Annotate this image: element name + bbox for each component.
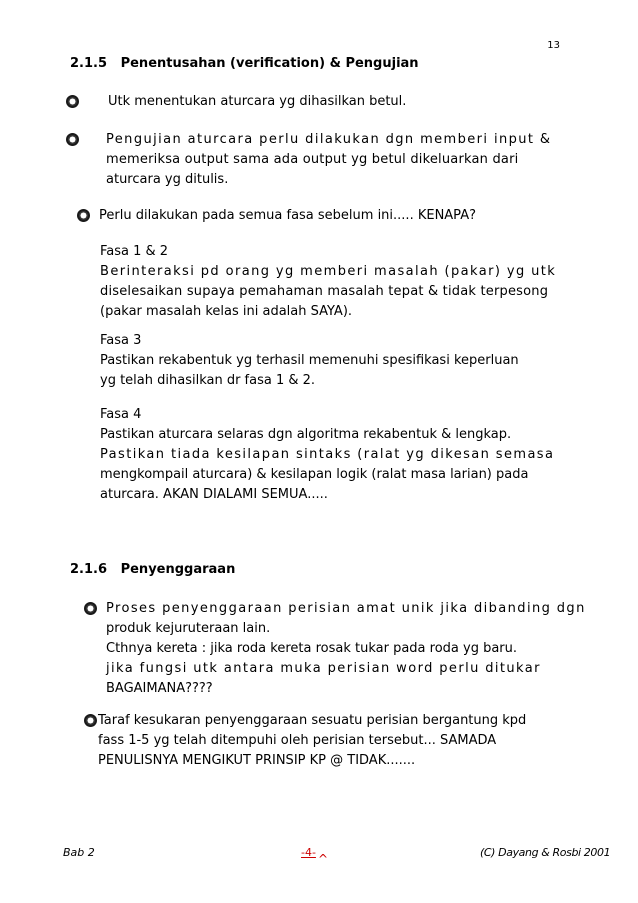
ring-bullet-icon: [66, 133, 79, 146]
ring-bullet-icon: [84, 714, 97, 727]
bullet-item: [77, 206, 476, 226]
bullet-item: [66, 92, 406, 112]
page-number: 13: [547, 40, 560, 51]
fasa-4-block: Fasa 4 Pastikan aturcara selaras dgn algoritma rekabentuk & lengkap. Pastikan tiada kesilapan sintaks (ralat yg dikesan semasa mengkompail aturcara) & kesilapan logik (ralat masa larian) pada aturcara. AKAN DIALAMI SEMUA.....: [100, 407, 555, 502]
section-heading-2-1-6: 2.1.6 Penyenggaraan: [70, 562, 236, 577]
footer-copyright: (C) Dayang & Rosbi 2001: [480, 846, 611, 859]
bullet-text: Pengujian aturcara perlu dilakukan dgn memberi input & memeriksa output sama ada output yg betul dikeluarkan dari aturcara yg ditulis.: [106, 132, 552, 187]
bullet-text: Taraf kesukaran penyenggaraan sesuatu perisian bergantung kpd fass 1-5 yg telah ditempuhi oleh perisian tersebut... SAMADA PENULISNYA MENGIKUT PRINSIP KP @ TIDAK.......: [98, 713, 527, 768]
footer-chapter: Bab 2: [63, 846, 95, 859]
ring-bullet-icon: [66, 95, 79, 108]
ring-bullet-icon: [84, 602, 97, 615]
bullet-item: [84, 599, 586, 699]
bullet-item: [66, 130, 551, 190]
bullet-text: Proses penyenggaraan perisian amat unik jika dibanding dgn produk kejuruteraan lain. Cthnya kereta : jika roda kereta rosak tukar pada roda yg baru. jika fungsi utk antara muka perisian word perlu ditukar BAGAIMANA????: [106, 601, 586, 696]
fasa-1-2-block: Fasa 1 & 2 Berinteraksi pd orang yg memberi masalah (pakar) yg utk diselesaikan supaya pemahaman masalah tepat & tidak terpesong (pakar masalah kelas ini adalah SAYA).: [100, 244, 557, 319]
bullet-text: Perlu dilakukan pada semua fasa sebelum ini..... KENAPA?: [99, 208, 476, 223]
bullet-text: Utk menentukan aturcara yg dihasilkan betul.: [108, 94, 407, 109]
ring-bullet-icon: [77, 209, 90, 222]
footer-page: -4-: [301, 846, 316, 859]
caret-icon: ^: [318, 852, 329, 866]
bullet-item: [84, 711, 526, 771]
fasa-3-block: Fasa 3 Pastikan rekabentuk yg terhasil memenuhi spesifikasi keperluan yg telah dihasilkan dr fasa 1 & 2.: [100, 333, 519, 388]
section-heading-2-1-5: 2.1.5 Penentusahan (verification) & Pengujian: [70, 56, 419, 71]
